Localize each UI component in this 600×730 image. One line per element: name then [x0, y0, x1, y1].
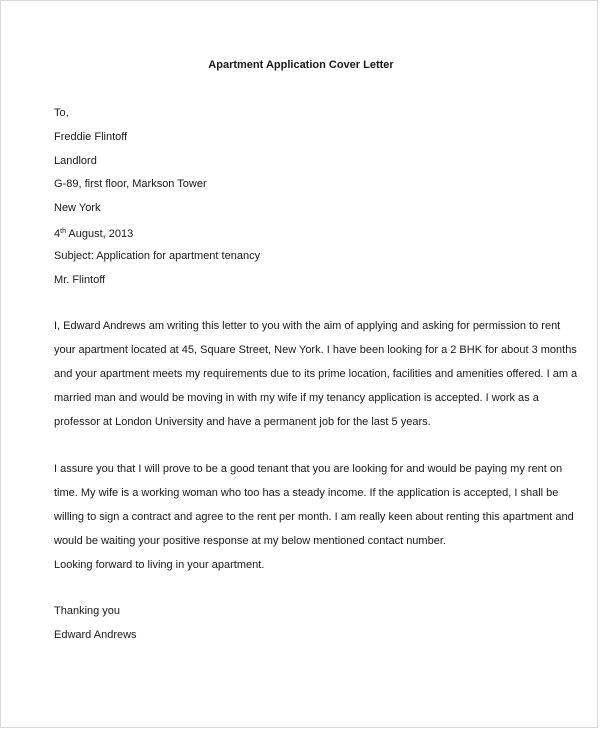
- salutation: Mr. Flintoff: [54, 274, 106, 286]
- paragraph-line: Looking forward to living in your apartment.: [54, 559, 265, 571]
- date-suffix: th: [60, 228, 66, 235]
- recipient-name: Freddie Flintoff: [54, 131, 128, 143]
- letter-date: [54, 225, 133, 241]
- recipient-role: Landlord: [54, 155, 97, 167]
- date-day: 4: [54, 228, 61, 240]
- document-title: Apartment Application Cover Letter: [208, 59, 394, 71]
- paragraph-line: time. My wife is a working woman who too has a steady income. If the application is accepted, I shall be: [54, 487, 559, 499]
- paragraph-line: your apartment located at 45, Square Street, New York. I have been looking for a 2 BHK for about 3 months: [54, 344, 577, 356]
- recipient-street: G-89, first floor, Markson Tower: [54, 178, 207, 190]
- paragraph-line: and your apartment meets my requirements due to its prime location, facilities and amenities offered. I am a: [54, 368, 578, 380]
- paragraph-line: I, Edward Andrews am writing this letter to you with the aim of applying and asking for permission to rent: [54, 320, 561, 332]
- paragraph-line: I assure you that I will prove to be a good tenant that you are looking for and would be paying my rent on: [54, 463, 563, 475]
- paragraph-line: married man and would be moving in with my wife if my tenancy application is accepted. I work as a: [54, 392, 539, 404]
- subject-line: Subject: Application for apartment tenancy: [54, 250, 261, 262]
- to-line: To,: [54, 107, 69, 119]
- closing-thanks: Thanking you: [54, 605, 121, 617]
- recipient-city: New York: [54, 202, 101, 214]
- paragraph-line: willing to sign a contract and agree to the rent per month. I am really keen about renting this apartment and: [54, 511, 574, 523]
- date-rest: August, 2013: [65, 228, 134, 240]
- paragraph-2: [54, 457, 574, 577]
- closing-signature: Edward Andrews: [54, 629, 137, 641]
- paragraph-1: [54, 314, 578, 434]
- paragraph-line: professor at London University and have a permanent job for the last 5 years.: [54, 416, 431, 428]
- paragraph-line: would be waiting your positive response at my below mentioned contact number.: [54, 535, 446, 547]
